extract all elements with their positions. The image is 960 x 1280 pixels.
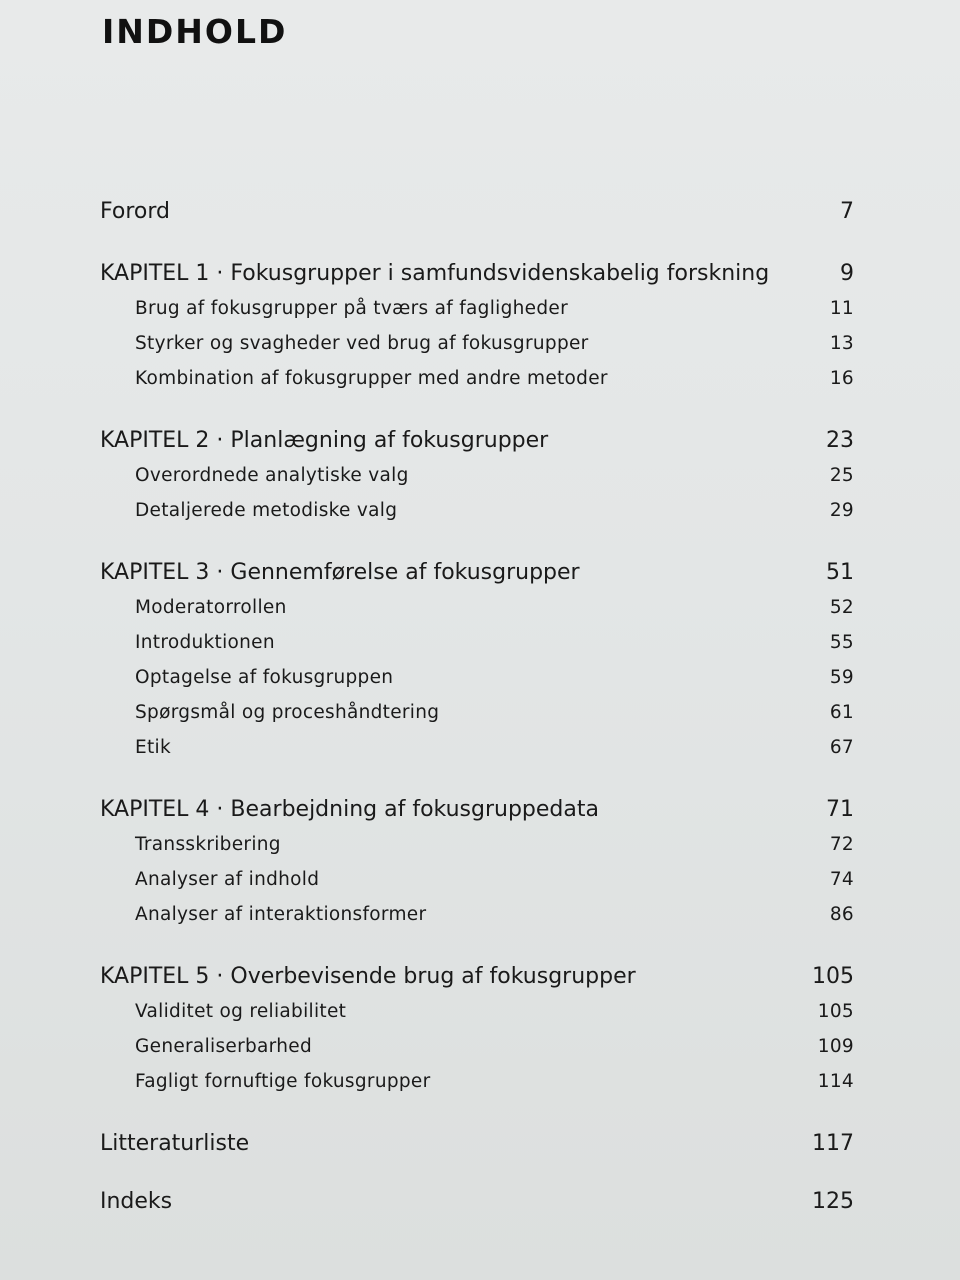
toc-section xyxy=(100,660,860,695)
toc-section-label: Transskribering xyxy=(135,834,281,855)
toc-section-page: 16 xyxy=(829,368,854,389)
toc-section xyxy=(100,361,860,396)
toc-chapter-label: KAPITEL 1 · Fokusgrupper i samfundsvidenskabelig forskning xyxy=(100,261,770,286)
table-of-contents xyxy=(100,195,860,1219)
toc-section-label: Moderatorrollen xyxy=(135,597,287,618)
toc-section xyxy=(100,590,860,625)
toc-chapter-5 xyxy=(100,960,860,1099)
toc-chapter-page: 71 xyxy=(826,797,854,822)
toc-chapter-label: KAPITEL 5 · Overbevisende brug af fokusgrupper xyxy=(100,964,636,989)
toc-chapter-page: 23 xyxy=(826,428,854,453)
toc-chapter-page: 9 xyxy=(840,261,854,286)
toc-entry-page: 117 xyxy=(812,1131,854,1156)
toc-section-label: Brug af fokusgrupper på tværs af fagligheder xyxy=(135,298,568,319)
toc-chapter-heading xyxy=(100,257,860,291)
toc-section xyxy=(100,1029,860,1064)
toc-section-label: Validitet og reliabilitet xyxy=(135,1001,347,1022)
toc-section-page: 67 xyxy=(829,737,854,758)
toc-chapter-heading xyxy=(100,793,860,827)
toc-section xyxy=(100,625,860,660)
toc-section xyxy=(100,1064,860,1099)
toc-section xyxy=(100,695,860,730)
toc-section-label: Analyser af indhold xyxy=(135,869,320,890)
spacer xyxy=(100,229,860,257)
toc-chapter-4 xyxy=(100,793,860,932)
toc-section-page: 55 xyxy=(829,632,854,653)
toc-chapter-page: 105 xyxy=(812,964,854,989)
toc-section xyxy=(100,827,860,862)
toc-section-page: 25 xyxy=(829,465,854,486)
toc-section xyxy=(100,291,860,326)
toc-section xyxy=(100,994,860,1029)
toc-entry-label: Litteraturliste xyxy=(100,1131,250,1156)
toc-chapter-page: 51 xyxy=(826,560,854,585)
toc-chapter-heading xyxy=(100,556,860,590)
toc-section-label: Detaljerede metodiske valg xyxy=(135,500,398,521)
toc-section-label: Optagelse af fokusgruppen xyxy=(135,667,394,688)
toc-chapter-label: KAPITEL 2 · Planlægning af fokusgrupper xyxy=(100,428,549,453)
toc-entry-label: Forord xyxy=(100,199,170,224)
toc-section xyxy=(100,326,860,361)
toc-section-page: 86 xyxy=(829,904,854,925)
toc-section-page: 105 xyxy=(817,1001,854,1022)
toc-chapter-3 xyxy=(100,556,860,765)
toc-entry-page: 7 xyxy=(840,199,854,224)
toc-section-page: 52 xyxy=(829,597,854,618)
toc-section-label: Styrker og svagheder ved brug af fokusgrupper xyxy=(135,333,589,354)
toc-chapter-heading xyxy=(100,424,860,458)
toc-entry-indeks xyxy=(100,1185,860,1219)
toc-section xyxy=(100,897,860,932)
toc-chapter-1 xyxy=(100,257,860,396)
toc-section-page: 11 xyxy=(829,298,854,319)
toc-chapter-label: KAPITEL 3 · Gennemførelse af fokusgrupper xyxy=(100,560,580,585)
toc-entry-litteraturliste xyxy=(100,1127,860,1161)
toc-section-label: Generaliserbarhed xyxy=(135,1036,312,1057)
toc-section xyxy=(100,730,860,765)
toc-section-page: 29 xyxy=(829,500,854,521)
spacer xyxy=(100,396,860,424)
toc-entry-page: 125 xyxy=(812,1189,854,1214)
toc-section-page: 59 xyxy=(829,667,854,688)
toc-section-label: Analyser af interaktionsformer xyxy=(135,904,427,925)
toc-section xyxy=(100,458,860,493)
toc-section-page: 74 xyxy=(829,869,854,890)
toc-section-page: 114 xyxy=(817,1071,854,1092)
toc-section-page: 109 xyxy=(817,1036,854,1057)
toc-section-label: Etik xyxy=(135,737,171,758)
toc-section-page: 72 xyxy=(829,834,854,855)
toc-chapter-heading xyxy=(100,960,860,994)
spacer xyxy=(100,932,860,960)
toc-entry-label: Indeks xyxy=(100,1189,173,1214)
toc-section-label: Overordnede analytiske valg xyxy=(135,465,409,486)
spacer xyxy=(100,528,860,556)
toc-chapter-label: KAPITEL 4 · Bearbejdning af fokusgruppedata xyxy=(100,797,599,822)
toc-section-page: 13 xyxy=(829,333,854,354)
toc-section-label: Spørgsmål og proceshåndtering xyxy=(135,702,440,723)
page-title: INDHOLD xyxy=(102,12,288,51)
spacer xyxy=(100,1161,860,1185)
spacer xyxy=(100,1099,860,1127)
toc-section-page: 61 xyxy=(829,702,854,723)
toc-section-label: Fagligt fornuftige fokusgrupper xyxy=(135,1071,431,1092)
spacer xyxy=(100,765,860,793)
toc-chapter-2 xyxy=(100,424,860,528)
toc-section xyxy=(100,493,860,528)
toc-section-label: Kombination af fokusgrupper med andre metoder xyxy=(135,368,608,389)
toc-section-label: Introduktionen xyxy=(135,632,275,653)
toc-section xyxy=(100,862,860,897)
toc-entry-forord xyxy=(100,195,860,229)
